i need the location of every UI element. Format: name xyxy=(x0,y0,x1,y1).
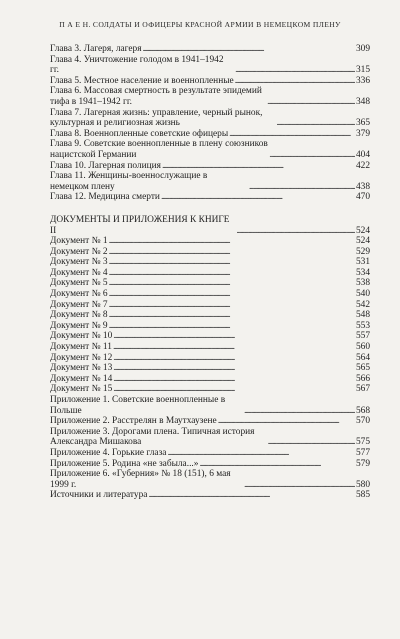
toc-entry xyxy=(50,268,370,279)
toc-entry xyxy=(50,129,370,140)
toc-entry-page: 560 xyxy=(355,342,370,353)
dot-leader xyxy=(109,289,355,300)
dot-leader xyxy=(244,480,355,491)
running-header: П А Е Н. СОЛДАТЫ И ОФИЦЕРЫ КРАСНОЙ АРМИИ В НЕМЕЦКОМ ПЛЕНУ xyxy=(59,20,341,29)
toc-entry-title: Приложение 4. Горькие глаза xyxy=(50,447,167,458)
toc-entry xyxy=(50,300,370,311)
toc-entry xyxy=(50,278,370,289)
toc-entry-page: 575 xyxy=(355,437,370,448)
dot-leader xyxy=(249,182,355,193)
dot-leader xyxy=(109,236,355,247)
section-spacer xyxy=(50,203,370,215)
toc-entry-page: 534 xyxy=(355,267,370,278)
toc-entry-page: 540 xyxy=(355,289,370,300)
toc-entry-title: Глава 3. Лагеря, лагеря xyxy=(50,44,142,54)
toc-entry-page: 422 xyxy=(355,160,370,171)
toc-entry-page: 542 xyxy=(355,299,370,310)
toc-entry-title: Документ № 13 xyxy=(50,363,113,374)
dot-leader xyxy=(113,384,355,395)
section-page: 524 xyxy=(355,225,370,236)
toc-entry xyxy=(50,448,370,459)
dot-leader xyxy=(167,448,355,459)
toc-entry xyxy=(50,363,370,374)
toc-entry xyxy=(50,353,370,364)
dot-leader xyxy=(109,268,355,279)
toc-entry-page: 564 xyxy=(355,352,370,363)
dot-leader xyxy=(276,118,355,129)
toc-entry-title: Глава 10. Лагерная полиция xyxy=(50,160,161,171)
toc-entry-title: Приложение 6. «Губерния» № 18 (151), 6 мая 1999 г. xyxy=(50,469,231,490)
toc-entry xyxy=(50,139,370,160)
toc-entry-page: 548 xyxy=(355,310,370,321)
dot-leader xyxy=(109,257,355,268)
dot-leader xyxy=(161,192,355,203)
toc-entry-page: 309 xyxy=(355,44,370,54)
toc-entry xyxy=(50,76,370,87)
dot-leader xyxy=(162,161,355,172)
dot-leader xyxy=(113,374,355,385)
toc-entry xyxy=(50,395,370,416)
toc-entry-title: Документ № 15 xyxy=(50,384,113,395)
dot-leader xyxy=(109,300,355,311)
toc-entry-title: Документ № 3 xyxy=(50,257,108,268)
toc-entry-title: Документ № 12 xyxy=(50,352,113,363)
toc-entry xyxy=(50,44,370,55)
toc-entry-title: Документ № 7 xyxy=(50,299,108,310)
toc-entry-page: 570 xyxy=(355,416,370,427)
toc-entry-page: 404 xyxy=(355,149,370,160)
toc-entry xyxy=(50,374,370,385)
toc-entry-title: Документ № 1 xyxy=(50,236,108,247)
toc-entry xyxy=(50,427,370,448)
dot-leader xyxy=(235,76,355,87)
toc-entry xyxy=(50,331,370,342)
toc-entry xyxy=(50,342,370,353)
toc-entry-page: 568 xyxy=(355,405,370,416)
toc-entry-page: 315 xyxy=(355,65,370,76)
toc-entry-page: 529 xyxy=(355,246,370,257)
toc-entry xyxy=(50,310,370,321)
toc-entry xyxy=(50,459,370,470)
toc-entry xyxy=(50,108,370,129)
dot-leader xyxy=(229,129,355,140)
toc-entry-title: Документ № 11 xyxy=(50,342,112,353)
toc-entry xyxy=(50,289,370,300)
toc-entry xyxy=(50,161,370,172)
toc-entry xyxy=(50,384,370,395)
toc-entry-page: 438 xyxy=(355,181,370,192)
toc-entry-page: 365 xyxy=(355,118,370,129)
dot-leader xyxy=(113,363,355,374)
toc-entry-title: Документ № 9 xyxy=(50,320,108,331)
toc-entry-page: 336 xyxy=(355,75,370,86)
dot-leader xyxy=(244,406,355,417)
toc-entry xyxy=(50,86,370,107)
toc-entry-title: Глава 6. Массовая смертность в результате эпидемий тифа в 1941–1942 гг. xyxy=(50,86,262,107)
toc-entry-title: Глава 11. Женщины-военнослужащие в немецком плену xyxy=(50,171,208,192)
toc-entry-page: 585 xyxy=(355,490,370,501)
toc-entry-title: Документ № 2 xyxy=(50,246,108,257)
toc-entry xyxy=(50,247,370,258)
toc-entry xyxy=(50,236,370,247)
toc-entry xyxy=(50,490,370,501)
toc-entry-title: Глава 9. Советские военнопленные в плену союзников нацистской Германии xyxy=(50,139,268,160)
toc-entry-page: 577 xyxy=(355,447,370,458)
dot-leader xyxy=(109,321,355,332)
dot-leader xyxy=(143,44,355,55)
dot-leader xyxy=(269,150,355,161)
toc-entry xyxy=(50,469,370,490)
toc-entry xyxy=(50,416,370,427)
toc-entry-title: Приложение 1. Советские военнопленные в Польше xyxy=(50,395,226,416)
toc-entry-page: 524 xyxy=(355,236,370,247)
toc-entry xyxy=(50,257,370,268)
toc-entry-page: 531 xyxy=(355,257,370,268)
toc-entry-page: 538 xyxy=(355,278,370,289)
dot-leader xyxy=(109,278,355,289)
dot-leader xyxy=(235,65,355,76)
toc-entry-title: Приложение 3. Дорогами плена. Типичная история Александра Мишакова xyxy=(50,426,255,448)
toc-entry-page: 580 xyxy=(355,479,370,490)
toc-entry-title: Документ № 10 xyxy=(50,331,113,342)
dot-leader xyxy=(109,247,355,258)
dot-leader xyxy=(113,353,355,364)
toc-entry xyxy=(50,321,370,332)
toc-entry-title: Глава 7. Лагерная жизнь: управление, черный рынок, культурная и религиозная жизнь xyxy=(50,107,263,129)
toc-entry-title: Документ № 8 xyxy=(50,310,108,321)
toc-entry-title: Приложение 5. Родина «не забыла...» xyxy=(50,458,199,469)
toc-entry-page: 565 xyxy=(355,363,370,374)
toc-entry-page: 566 xyxy=(355,373,370,384)
toc-entry xyxy=(50,192,370,203)
dot-leader xyxy=(236,226,355,237)
dot-leader xyxy=(218,416,355,427)
toc-entry xyxy=(50,55,370,76)
toc-entry-page: 579 xyxy=(355,458,370,469)
toc-entry-title: Глава 12. Медицина смерти xyxy=(50,192,160,203)
toc-entry-title: Источники и литература xyxy=(50,490,148,501)
section-heading xyxy=(50,215,370,236)
dot-leader xyxy=(148,490,354,501)
toc-entry-page: 557 xyxy=(355,331,370,342)
toc-entry-page: 567 xyxy=(355,384,370,395)
dot-leader xyxy=(113,342,355,353)
dot-leader xyxy=(199,459,354,470)
dot-leader xyxy=(268,437,355,448)
dot-leader xyxy=(267,97,355,108)
toc-entry-title: Документ № 14 xyxy=(50,373,113,384)
toc-entry-title: Глава 4. Уничтожение голодом в 1941–1942 гг. xyxy=(50,54,224,76)
toc-entry xyxy=(50,171,370,192)
dot-leader xyxy=(109,310,355,321)
toc-entry-title: Документ № 4 xyxy=(50,267,108,278)
toc-entry-page: 553 xyxy=(355,320,370,331)
table-of-contents xyxy=(50,44,370,501)
toc-entry-page: 348 xyxy=(355,96,370,107)
toc-entry-title: Глава 8. Военнопленные советские офицеры xyxy=(50,128,229,139)
section-title: ДОКУМЕНТЫ И ПРИЛОЖЕНИЯ К КНИГЕ II xyxy=(50,214,230,236)
toc-entry-title: Приложение 2. Расстрелян в Маутхаузене xyxy=(50,416,217,427)
dot-leader xyxy=(113,331,355,342)
toc-entry-page: 379 xyxy=(355,128,370,139)
toc-entry-title: Документ № 5 xyxy=(50,278,108,289)
toc-entry-title: Глава 5. Местное население и военнопленные xyxy=(50,75,234,86)
toc-entry-title: Документ № 6 xyxy=(50,289,108,300)
toc-entry-page: 470 xyxy=(355,192,370,203)
